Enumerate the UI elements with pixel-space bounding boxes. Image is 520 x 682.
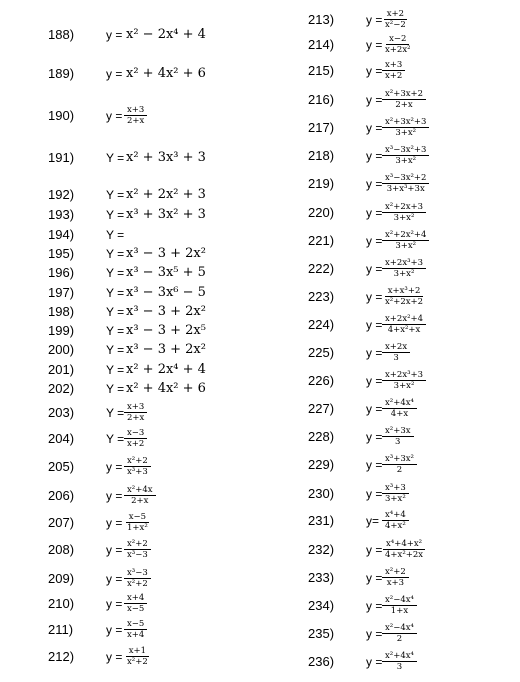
exercise-number: 198) (48, 304, 75, 319)
fraction (382, 370, 426, 391)
exercise-number: 226) (308, 373, 335, 388)
exercise-item (0, 651, 520, 673)
fraction-numerator: x²+3x²+3 (382, 117, 429, 128)
equation-lhs: y = (366, 543, 383, 557)
fraction-denominator: 3+x² (385, 494, 406, 504)
exercise-item (0, 202, 520, 224)
fraction (382, 623, 417, 644)
exercise-item (0, 314, 520, 336)
equation-lhs: Y = (106, 406, 125, 420)
fraction-denominator: x+2 (127, 439, 145, 449)
fraction-numerator: x−3 (124, 428, 147, 439)
fraction-denominator: 3+x² (393, 213, 415, 223)
equation-lhs: Y = (106, 247, 125, 261)
exercise-number: 214) (308, 37, 335, 52)
exercise-number: 191) (48, 150, 75, 165)
exercise-item (0, 145, 520, 167)
exercise-number: 227) (308, 401, 335, 416)
fraction-denominator: x³−3 (127, 550, 148, 560)
fraction-numerator: x²−4x⁴ (382, 595, 417, 606)
exercise-number: 212) (48, 649, 75, 664)
fraction (382, 398, 417, 419)
fraction-denominator: 2+x (395, 100, 413, 110)
exercise-item (0, 510, 520, 532)
fraction-denominator: x+2x² (385, 45, 411, 55)
fraction (382, 539, 426, 560)
fraction-denominator: 3 (396, 662, 403, 672)
fraction-denominator: 3+x² (393, 381, 415, 391)
equation-lhs: y= (366, 514, 380, 528)
exercise-number: 207) (48, 515, 75, 530)
fraction-denominator: 2+x (131, 496, 149, 506)
exercise-number: 210) (48, 596, 75, 611)
equation-lhs: Y = (106, 151, 125, 165)
fraction-numerator: x²+2 (124, 539, 151, 550)
equation-lhs: y = (366, 571, 383, 585)
equation-lhs: Y = (106, 432, 125, 446)
equation-lhs: Y = (106, 208, 125, 222)
fraction (382, 60, 405, 81)
exercise-number: 228) (308, 429, 335, 444)
fraction (382, 230, 429, 251)
exercise-number: 199) (48, 323, 75, 338)
exercise-item (0, 539, 520, 561)
fraction-numerator: x+4 (124, 593, 147, 604)
exercise-number: 190) (48, 108, 75, 123)
equation-expression: x² + 2x² + 3 (126, 187, 206, 202)
exercise-number: 218) (308, 148, 335, 163)
exercise-number: 234) (308, 598, 335, 613)
fraction-numerator: x+x³+2 (385, 286, 424, 297)
fraction-numerator: x+3 (382, 60, 405, 71)
equation-lhs: Y = (106, 324, 125, 338)
exercise-number: 208) (48, 542, 75, 557)
fraction (382, 89, 426, 110)
exercise-number: 202) (48, 381, 75, 396)
fraction-denominator: x²+2x+2 (385, 297, 424, 307)
exercise-number: 194) (48, 227, 75, 242)
exercise-number: 219) (308, 176, 335, 191)
equation-lhs: Y = (106, 305, 125, 319)
fraction-numerator: x³−3x²+3 (382, 145, 429, 156)
fraction (382, 510, 409, 531)
fraction (382, 314, 426, 335)
equation-lhs: y = (366, 346, 383, 360)
exercise-number: 236) (308, 654, 335, 669)
equation-expression: x³ + 3x² + 3 (126, 207, 206, 222)
exercise-number: 223) (308, 289, 335, 304)
fraction-numerator: x+2x³+3 (382, 258, 426, 269)
equation-lhs: y = (106, 489, 123, 503)
equation-lhs: y = (106, 516, 123, 530)
equation-lhs: y = (366, 402, 383, 416)
exercise-number: 221) (308, 233, 335, 248)
fraction-numerator: x⁴+4 (382, 510, 409, 521)
fraction (382, 145, 429, 166)
equation-lhs: y = (106, 572, 123, 586)
exercise-number: 235) (308, 626, 335, 641)
fraction (382, 483, 409, 504)
equation-expression: x³ − 3 + 2x⁵ (126, 323, 206, 338)
exercise-number: 197) (48, 285, 75, 300)
fraction-denominator: 3+x² (395, 156, 417, 166)
exercise-item (0, 34, 520, 56)
fraction-denominator: x²−2 (385, 20, 406, 30)
fraction (382, 651, 417, 672)
equation-lhs: y = (366, 234, 383, 248)
equation-expression: x² + 2x⁴ + 4 (126, 362, 206, 377)
fraction-numerator: x³−3 (124, 568, 151, 579)
exercise-item (0, 454, 520, 476)
exercise-number: 216) (308, 92, 335, 107)
exercise-item (0, 623, 520, 645)
equation-lhs: y = (106, 460, 123, 474)
exercise-number: 220) (308, 205, 335, 220)
exercise-number: 222) (308, 261, 335, 276)
fraction-numerator: x+2 (384, 9, 407, 20)
equation-expression: x³ − 3 + 2x² (126, 304, 206, 319)
exercise-item (0, 567, 520, 589)
fraction-denominator: 3 (393, 353, 399, 363)
equation-lhs: y = (366, 318, 383, 332)
exercise-number: 188) (48, 27, 75, 42)
fraction-numerator: x−5 (124, 619, 147, 630)
exercise-number: 206) (48, 488, 75, 503)
equation-lhs: y = (106, 67, 123, 81)
exercise-item (0, 483, 520, 505)
equation-lhs: y = (366, 64, 383, 78)
exercise-item (0, 117, 520, 139)
exercise-number: 233) (308, 570, 335, 585)
fraction-denominator: 1+x (390, 606, 409, 616)
exercise-item (0, 426, 520, 448)
exercise-number: 205) (48, 459, 75, 474)
equation-expression: x² + 4x² + 6 (126, 381, 206, 396)
fraction-numerator: x²+4x⁴ (382, 651, 417, 662)
fraction-numerator: x+3 (124, 402, 147, 413)
fraction-denominator: x+4 (127, 630, 145, 640)
fraction (382, 258, 426, 279)
equation-lhs: y = (366, 177, 383, 191)
equation-lhs: y = (366, 599, 383, 613)
fraction-numerator: x²+2 (124, 456, 151, 467)
equation-lhs: Y = (106, 228, 125, 242)
exercise-item (0, 398, 520, 420)
exercise-item (0, 258, 520, 280)
fraction (382, 567, 409, 588)
fraction-denominator: x²+2 (127, 579, 148, 589)
fraction-numerator: x²+3x+2 (382, 89, 426, 100)
equation-lhs: y = (366, 290, 383, 304)
equation-expression: x² + 3x³ + 3 (126, 150, 206, 165)
equation-lhs: y = (106, 650, 123, 664)
fraction-numerator: x+3 (124, 105, 147, 116)
equation-lhs: y = (366, 13, 383, 27)
equation-lhs: y = (106, 109, 123, 123)
fraction-numerator: x+1 (126, 646, 149, 657)
fraction-denominator: x+3 (386, 578, 405, 588)
fraction-denominator: 1+x² (127, 523, 148, 533)
fraction-denominator: x−5 (127, 604, 145, 614)
exercise-number: 195) (48, 246, 75, 261)
fraction-denominator: 3+x³+3x (386, 184, 425, 194)
equation-lhs: Y = (106, 286, 125, 300)
fraction-denominator: 3+x² (393, 269, 415, 279)
fraction-numerator: x²+4x⁴ (382, 398, 417, 409)
fraction-numerator: x+2x²+4 (382, 314, 426, 325)
fraction-denominator: x²+2 (127, 657, 148, 667)
equation-lhs: y = (366, 206, 383, 220)
exercise-number: 229) (308, 457, 335, 472)
equation-lhs: y = (366, 487, 383, 501)
exercise-number: 203) (48, 405, 75, 420)
equation-lhs: Y = (106, 363, 125, 377)
fraction-numerator: x−5 (126, 512, 149, 523)
equation-lhs: y = (106, 28, 123, 42)
exercise-item (0, 60, 520, 82)
equation-expression: x³ − 3x⁵ + 5 (126, 265, 206, 280)
equation-lhs: Y = (106, 382, 125, 396)
fraction-denominator: 3+x² (395, 241, 417, 251)
exercise-number: 196) (48, 265, 75, 280)
exercise-number: 215) (308, 63, 335, 78)
fraction-numerator: x²+4x (124, 485, 156, 496)
fraction-numerator: x³−3x²+2 (382, 173, 429, 184)
exercise-number: 231) (308, 513, 335, 528)
exercise-number: 192) (48, 187, 75, 202)
equation-lhs: y = (106, 597, 123, 611)
equation-lhs: y = (106, 543, 123, 557)
fraction (382, 342, 410, 363)
equation-lhs: Y = (106, 266, 125, 280)
fraction-denominator: 4+x²+x (387, 325, 421, 335)
fraction (382, 202, 426, 223)
equation-lhs: Y = (106, 188, 125, 202)
exercise-item (0, 230, 520, 252)
fraction (382, 117, 429, 138)
exercise-number: 200) (48, 342, 75, 357)
fraction (382, 286, 426, 307)
exercise-item (0, 342, 520, 364)
fraction-numerator: x³+3x² (382, 454, 417, 465)
equation-lhs: y = (366, 121, 383, 135)
equation-lhs: y = (366, 149, 383, 163)
fraction-denominator: 2 (396, 634, 403, 644)
equation-lhs: y = (366, 93, 383, 107)
fraction-numerator: x³+3 (382, 483, 409, 494)
fraction-numerator: x²+2x+3 (382, 202, 426, 213)
equation-lhs: y = (366, 430, 383, 444)
exercise-number: 204) (48, 431, 75, 446)
fraction-numerator: x⁴+4+x² (383, 539, 425, 550)
fraction-denominator: 4+x (390, 409, 409, 419)
fraction (382, 34, 414, 55)
fraction (382, 426, 414, 447)
fraction-denominator: 2 (396, 465, 403, 475)
equation-lhs: y = (366, 262, 383, 276)
exercise-number: 189) (48, 66, 75, 81)
exercise-item (0, 595, 520, 617)
fraction-denominator: 4+x² (385, 521, 406, 531)
exercise-number: 211) (48, 622, 74, 637)
fraction (382, 9, 409, 30)
equation-lhs: y = (366, 627, 383, 641)
equation-expression: x³ − 3 + 2x² (126, 246, 206, 261)
equation-expression: x² − 2x⁴ + 4 (126, 27, 206, 42)
equation-lhs: y = (366, 655, 383, 669)
fraction-denominator: 4+x²+2x (385, 550, 424, 560)
equation-lhs: y = (106, 623, 123, 637)
equation-expression: x³ − 3 + 2x² (126, 342, 206, 357)
fraction-numerator: x²−4x⁴ (382, 623, 417, 634)
equation-lhs: y = (366, 374, 383, 388)
fraction-denominator: 3+x² (395, 128, 417, 138)
fraction-denominator: 2+x (127, 413, 145, 423)
exercise-number: 209) (48, 571, 75, 586)
exercise-number: 201) (48, 362, 75, 377)
equation-lhs: y = (366, 458, 383, 472)
exercise-item (0, 9, 520, 31)
exercise-number: 225) (308, 345, 335, 360)
equation-expression: x³ − 3x⁶ − 5 (126, 285, 206, 300)
fraction (382, 173, 429, 194)
fraction (382, 454, 417, 475)
equation-lhs: Y = (106, 343, 125, 357)
fraction-numerator: x²+2 (382, 567, 409, 578)
fraction-denominator: x+2 (385, 71, 403, 81)
fraction-numerator: x−2 (386, 34, 409, 45)
exercise-number: 193) (48, 207, 75, 222)
equation-expression: x² + 4x² + 6 (126, 66, 206, 81)
exercise-number: 230) (308, 486, 335, 501)
exercise-number: 224) (308, 317, 335, 332)
fraction-numerator: x²+3x (382, 426, 414, 437)
exercise-item (0, 370, 520, 392)
equation-lhs: y = (366, 38, 383, 52)
fraction-denominator: x³+3 (127, 467, 148, 477)
exercise-item (0, 286, 520, 308)
fraction-denominator: 3 (395, 437, 401, 447)
exercise-number: 232) (308, 542, 335, 557)
fraction-numerator: x+2x (382, 342, 410, 353)
fraction-numerator: x²+2x²+4 (382, 230, 429, 241)
fraction (382, 595, 417, 616)
exercise-item (0, 173, 520, 195)
fraction-numerator: x+2x³+3 (382, 370, 426, 381)
exercise-item (0, 89, 520, 111)
fraction-denominator: 2+x (127, 116, 145, 126)
exercise-number: 213) (308, 12, 335, 27)
exercise-number: 217) (308, 120, 335, 135)
